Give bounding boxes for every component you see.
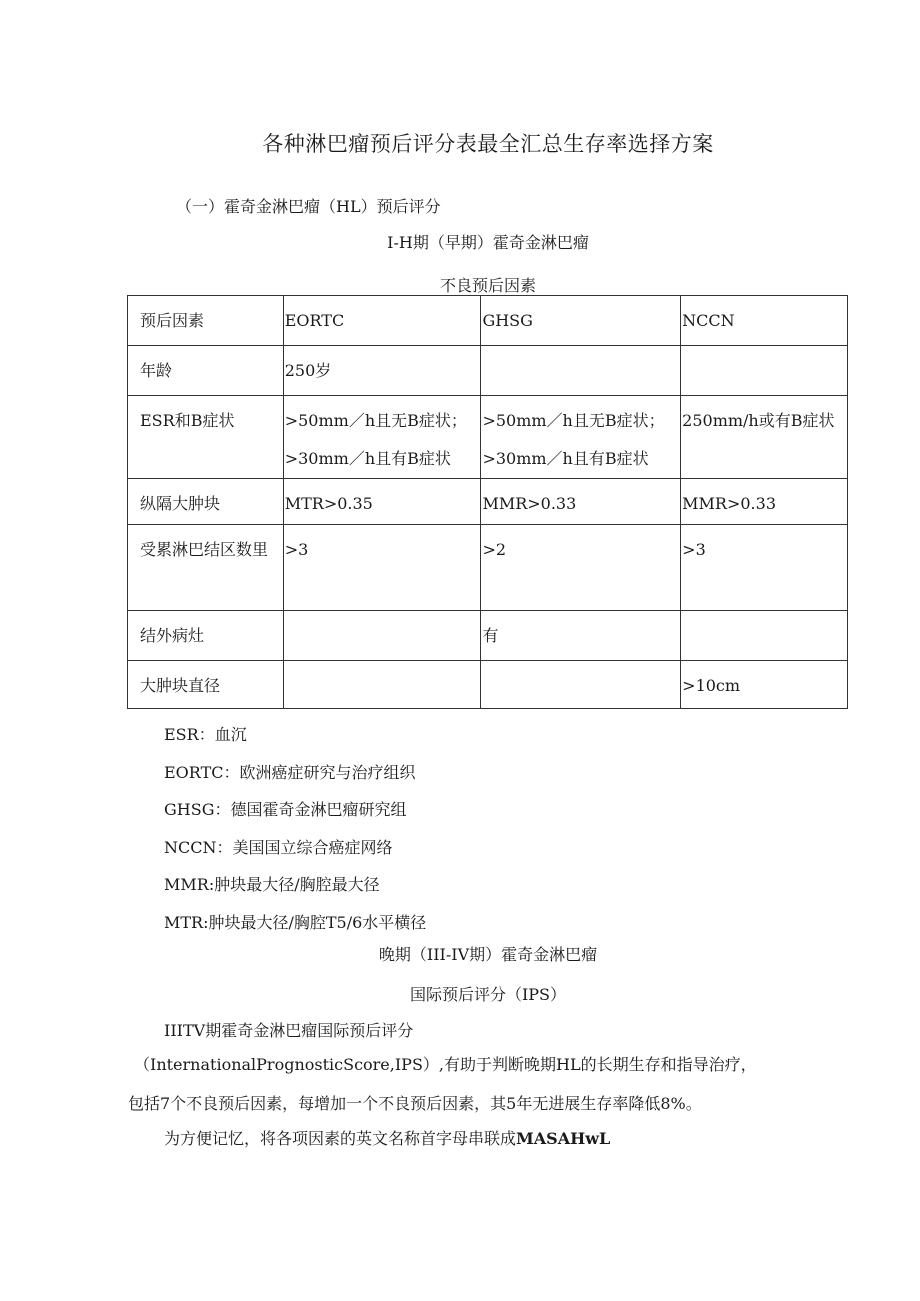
cell-eortc: MTR>0.35	[283, 479, 481, 525]
early-stage-title: I-H期（早期）霍奇金淋巴瘤	[387, 233, 589, 252]
table-caption: 不良预后因素	[439, 276, 536, 295]
prognostic-factors-table	[127, 295, 848, 709]
note-item: MTR:肿块最大径/胸腔T5/6水平横径	[164, 912, 427, 932]
cell-ghsg: >2	[481, 525, 681, 611]
cell-factor: 结外病灶	[128, 611, 284, 661]
header-ghsg: GHSG	[481, 296, 681, 346]
late-stage-title: 晚期（III-IV期）霍奇金淋巴瘤	[378, 945, 598, 964]
section-heading: （一）霍奇金淋巴瘤（HL）预后评分	[176, 197, 441, 216]
ips-paragraph-line: 包括7个不良预后因素，每增加一个不良预后因素，其5年无进展生存率降低8%。	[128, 1094, 702, 1113]
table-row	[128, 346, 848, 396]
table-row	[128, 525, 848, 611]
mnemonic: MASAHwL	[516, 1129, 611, 1148]
cell-eortc: 250岁	[283, 346, 481, 396]
table-row	[128, 661, 848, 709]
cell-factor: 年龄	[128, 346, 284, 396]
cell-nccn: >3	[681, 525, 848, 611]
cell-factor: 纵隔大肿块	[128, 479, 284, 525]
table-row	[128, 396, 848, 479]
table-row	[128, 611, 848, 661]
cell-nccn	[681, 611, 848, 661]
cell-nccn	[681, 346, 848, 396]
document-title: 各种淋巴瘤预后评分表最全汇总生存率选择方案	[262, 132, 714, 156]
ips-paragraph-line: IIITV期霍奇金淋巴瘤国际预后评分	[164, 1021, 414, 1040]
note-item: MMR:肿块最大径/胸腔最大径	[164, 875, 380, 894]
cell-ghsg: >50mm／h且无B症状；>30mm／h且有B症状	[481, 396, 681, 479]
cell-ghsg: 有	[481, 611, 681, 661]
header-nccn: NCCN	[681, 296, 848, 346]
cell-eortc	[283, 611, 481, 661]
cell-eortc: >3	[283, 525, 481, 611]
cell-nccn: >10cm	[681, 661, 848, 709]
cell-factor: 大肿块直径	[128, 661, 284, 709]
note-item: NCCN：美国国立综合癌症网络	[164, 837, 393, 857]
cell-nccn: 250mm/h或有B症状	[681, 396, 848, 479]
table-header-row	[128, 296, 848, 346]
ips-paragraph-line: （InternationalPrognosticScore,IPS）,有助于判断晚期HL的长期生存和指导治疗，	[134, 1055, 757, 1074]
note-item: ESR：血沉	[164, 725, 247, 744]
abbreviation-notes	[164, 716, 426, 941]
cell-eortc: >50mm／h且无B症状；>30mm／h且有B症状	[283, 396, 481, 479]
ips-paragraph-line	[164, 1126, 610, 1149]
cell-ghsg: MMR>0.33	[481, 479, 681, 525]
header-eortc: EORTC	[283, 296, 481, 346]
cell-factor: ESR和B症状	[128, 396, 284, 479]
ips-subtitle: 国际预后评分（IPS）	[409, 985, 567, 1004]
cell-ghsg	[481, 346, 681, 396]
table-row	[128, 479, 848, 525]
note-item: EORTC：欧洲癌症研究与治疗组织	[164, 762, 416, 782]
cell-ghsg	[481, 661, 681, 709]
mnemonic-intro: 为方便记忆，将各项因素的英文名称首字母串联成	[164, 1129, 517, 1148]
cell-factor: 受累淋巴结区数里	[128, 525, 284, 611]
header-factor: 预后因素	[128, 296, 284, 346]
note-item: GHSG：德国霍奇金淋巴瘤研究组	[164, 800, 407, 819]
cell-nccn: MMR>0.33	[681, 479, 848, 525]
cell-eortc	[283, 661, 481, 709]
